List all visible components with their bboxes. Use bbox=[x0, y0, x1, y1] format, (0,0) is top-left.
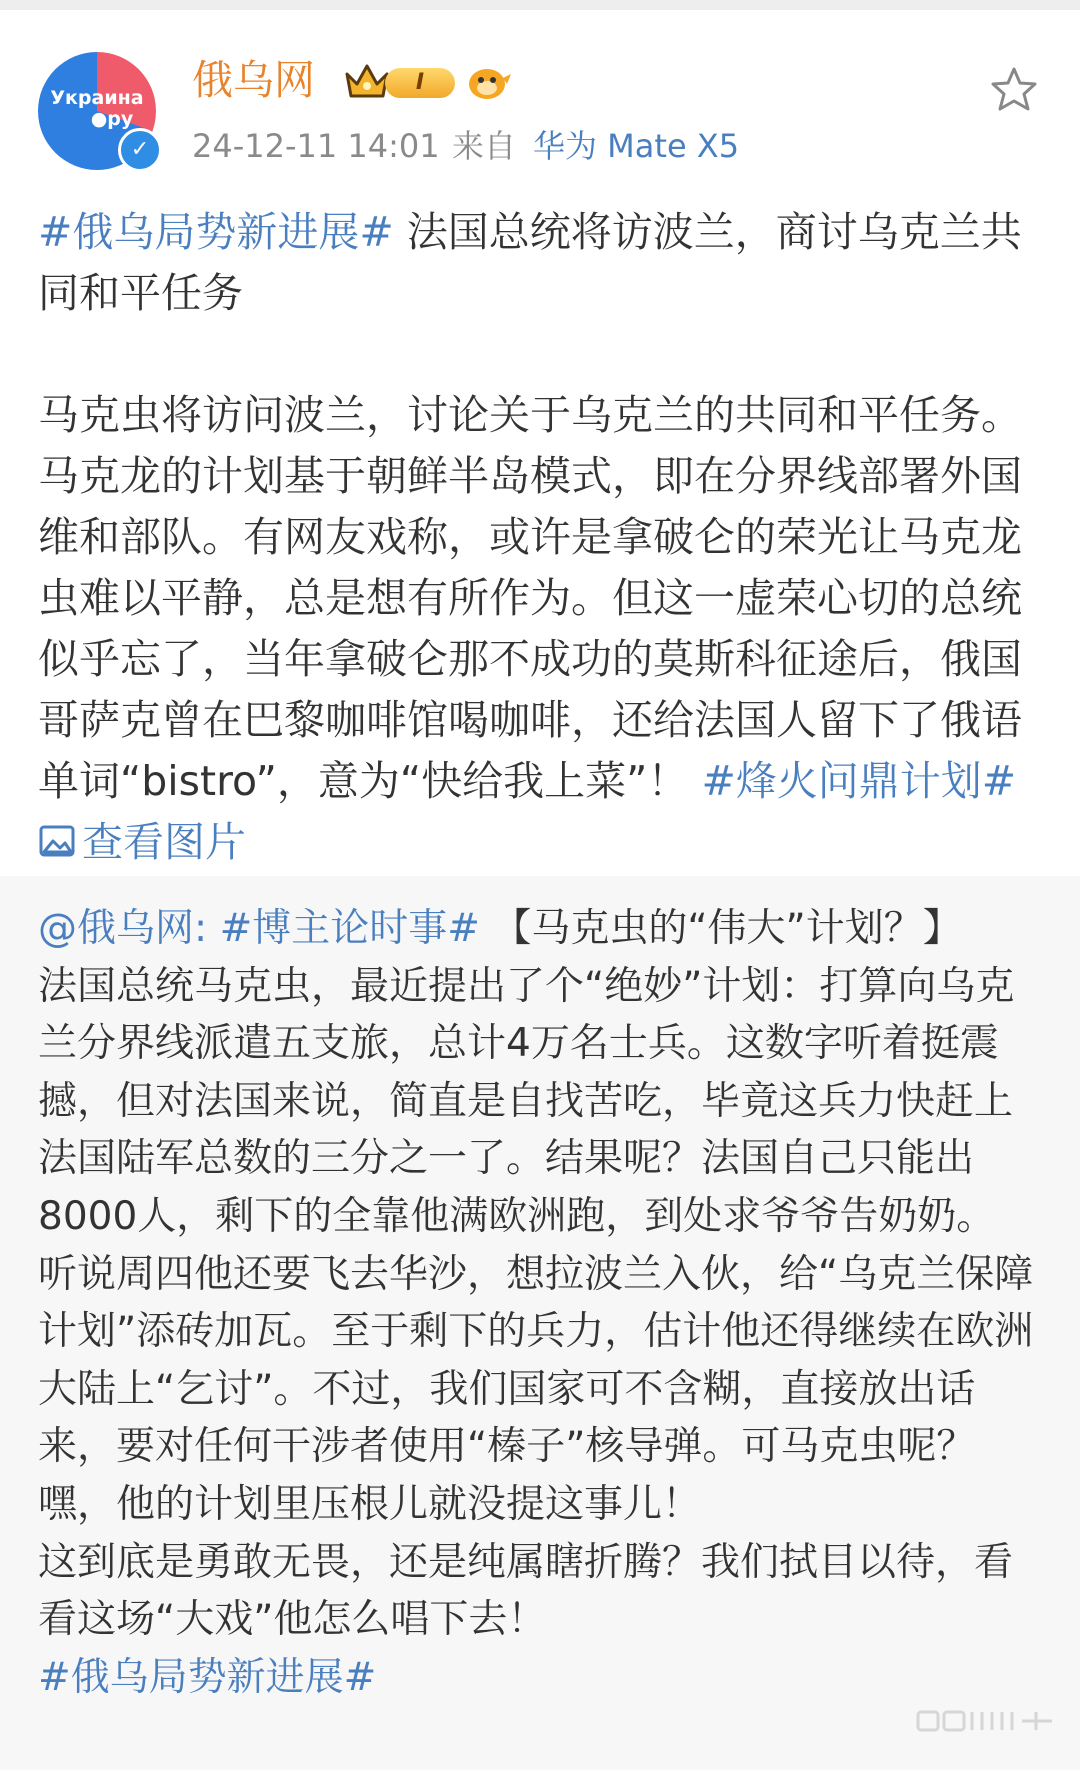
crown-icon bbox=[343, 60, 391, 102]
verified-icon: ✓ bbox=[118, 128, 162, 172]
repost-topic-end bbox=[38, 1649, 1048, 1707]
avatar-logo: Украина ●ру bbox=[50, 87, 144, 130]
repost-card[interactable] bbox=[0, 876, 1080, 1770]
topic-link[interactable]: #俄乌局势新进展# bbox=[38, 208, 394, 256]
repost-paragraph-3: 这到底是勇敢无畏，还是纯属瞎折腾？我们拭目以待，看看这场“大戏”他怎么唱下去！ bbox=[38, 1539, 1014, 1643]
post-header bbox=[0, 0, 1080, 190]
source-label: 来自 bbox=[452, 127, 517, 165]
picture-icon bbox=[38, 822, 76, 860]
username[interactable]: 俄乌网 bbox=[192, 56, 315, 104]
repost-title: 【马克虫的“伟大”计划？】 bbox=[479, 906, 962, 951]
post-headline bbox=[38, 202, 1048, 324]
repost-topic-link[interactable]: #博主论时事# bbox=[219, 906, 480, 951]
mention-link[interactable]: @俄乌网 bbox=[38, 906, 195, 951]
star-icon[interactable] bbox=[988, 64, 1040, 116]
mention-colon: : bbox=[194, 906, 220, 951]
post-content bbox=[38, 385, 1048, 873]
view-pictures-link[interactable] bbox=[38, 818, 246, 866]
headline-text: 法国总统将访波兰，商讨乌克兰共同和平任务 bbox=[38, 208, 1022, 317]
watermark-icon bbox=[916, 1706, 1056, 1736]
repost-paragraph-2: 听说周四他还要飞去华沙，想拉波兰入伙，给“乌克兰保障计划”添砖加瓦。至于剩下的兵力，估计他还得继续在欧洲大陆上“乞讨”。不过，我们国家可不含糊，直接放出话来，要对任何干涉者使用“榛子”核导弹。可马克虫呢？嘿，他的计划里压根儿就没提这事儿！ bbox=[38, 1251, 1034, 1527]
level-badge: I bbox=[385, 68, 455, 98]
post-timestamp: 24-12-11 14:01 bbox=[192, 127, 440, 165]
repost-body bbox=[38, 900, 1048, 1706]
view-pictures-label: 查看图片 bbox=[82, 818, 246, 866]
body-text: 马克虫将访问波兰，讨论关于乌克兰的共同和平任务。马克龙的计划基于朝鲜半岛模式，即在分界线部署外国维和部队。有网友戏称，或许是拿破仑的荣光让马克龙虫难以平静，总是想有所作为。但这一虚荣心切的总统似乎忘了，当年拿破仑那不成功的莫斯科征途后，俄国哥萨克曾在巴黎咖啡馆喝咖啡，还给法国人留下了俄语单词“bistro”，意为“快给我上菜”！ bbox=[38, 391, 1022, 805]
topic-link-2[interactable]: #烽火问鼎计划# bbox=[701, 757, 1017, 805]
repost-heading bbox=[38, 900, 1048, 958]
source-device[interactable]: 华为 Mate X5 bbox=[533, 127, 740, 165]
post-body bbox=[38, 202, 1048, 873]
bird-icon bbox=[465, 62, 511, 102]
repost-paragraph-1: 法国总统马克虫，最近提出了个“绝妙”计划：打算向乌克兰分界线派遣五支旅，总计4万名士兵。这数字听着挺震撼，但对法国来说，简直是自找苦吃，毕竟这兵力快赶上法国陆军总数的三分之一了。结果呢？法国自己只能出8000人，剩下的全靠他满欧洲跑，到处求爷爷告奶奶。 bbox=[38, 963, 1015, 1239]
repost-topic-end-link[interactable]: #俄乌局势新进展# bbox=[38, 1654, 377, 1700]
